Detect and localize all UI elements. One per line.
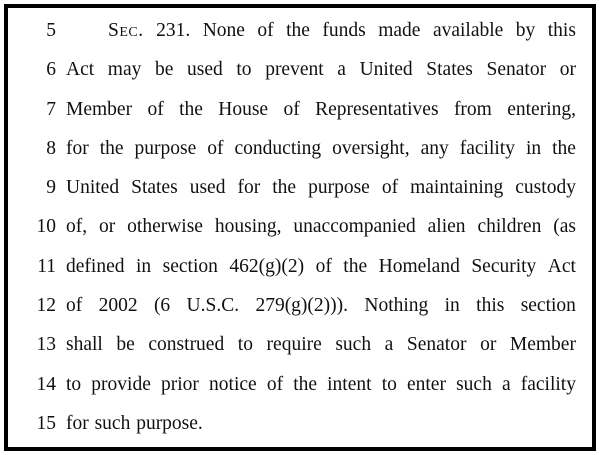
line-number: 14 [36,373,56,395]
line-text: Sec. 231. None of the funds made available by this [108,20,576,41]
line-number: 9 [46,177,56,199]
line-number: 6 [46,59,56,81]
document-line [8,409,592,448]
line-text: of 2002 (6 U.S.C. 279(g)(2))). Nothing in this section [66,295,576,317]
document-line [8,16,592,55]
document-line [8,55,592,94]
line-text: Act may be used to prevent a United States Senator or [66,59,576,81]
line-text: for such purpose. [66,412,203,434]
line-number: 7 [46,98,56,120]
line-text: for the purpose of conducting oversight, any facility in the [66,137,576,159]
line-number: 5 [46,20,56,41]
document-line [8,291,592,330]
line-text: defined in section 462(g)(2) of the Homeland Security Act [66,255,576,277]
line-number: 11 [37,255,56,277]
document-line [8,95,592,134]
document-line [8,370,592,409]
line-number: 8 [46,137,56,159]
line-number: 10 [36,216,56,238]
line-text: United States used for the purpose of maintaining custody [66,177,576,199]
line-number: 13 [36,334,56,356]
line-text: shall be construed to require such a Senator or Member [66,334,576,356]
line-text: of, or otherwise housing, unaccompanied alien children (as [66,216,576,238]
document-line [8,330,592,369]
line-number: 15 [36,412,56,434]
bill-text [8,16,592,448]
line-text: Member of the House of Representatives from entering, [66,98,576,120]
line-text: to provide prior notice of the intent to enter such a facility [66,373,576,395]
document-line [8,252,592,291]
document-line [8,134,592,173]
line-number: 12 [36,295,56,317]
document-line [8,173,592,212]
document-frame [4,4,596,451]
document-line [8,212,592,251]
